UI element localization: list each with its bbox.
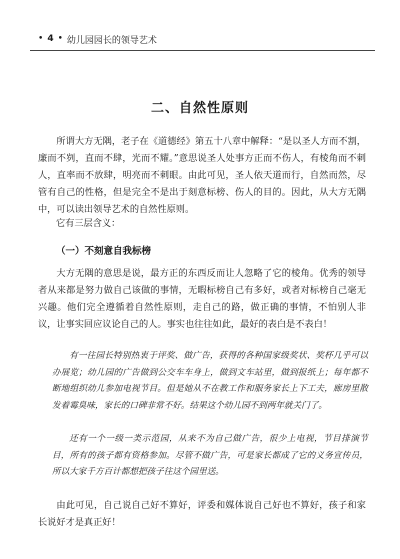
book-title: 幼儿园园长的领导艺术	[66, 35, 157, 46]
section-title: 二、自然性原则	[150, 101, 249, 116]
example-paragraph-1: 有一往园长特别热衷于评奖、做广告，获得的各种国家级奖状、奖杯几乎可以办展览；幼儿园的广告做到公交车车身上，做到文车站里，做到报纸上；每年都不断地组织幼儿参加电视节目。但是她从不在教工作和服务家长上下工夫，廊房里散发着霉臭味，家长的口碑非常不好。结果这个幼儿园不到两年就关门了。	[52, 351, 368, 411]
paragraph-three-meanings: 它有三层含义：	[56, 218, 121, 229]
paragraph-conclusion: 由此可见，自己说自己好不算好，评委和媒体说自己好也不算好，孩子和家长说好才是真正好！	[38, 500, 366, 528]
page-number: 4	[47, 34, 54, 44]
paragraph-body: 大方无隅的意思是说，最方正的东西反而让人忽略了它的棱角。优秀的领导者从来都是努力做自己该做的事情，无暇标榜自己有多好，或者对标榜自己毫无兴趣。他们完全遵循着自然性原则，走自己的路，做正确的事情，不怕别人非议，让事实回应议论自己的人。事实也往往如此，最好的表白是不表白！	[38, 268, 366, 330]
running-header	[38, 30, 368, 48]
subheading: （一）不刻意自我标榜	[56, 246, 152, 257]
header-dash-2: •	[57, 34, 63, 44]
paragraph-intro: 所谓大方无隅，老子在《道德经》第五十八章中解释：“是以圣人方而不割，廉而不刿，直而不肆，光而不耀。”意思说圣人处事方正而不伤人，有棱角而不刺人，直率而不放肆，明亮而不刺眼。由此可见，圣人依天道而行，自然而然，尽管有自己的性格，但是完全不是出于刻意标榜、伤人的目的。因此，从大方无隅中，可以读出领导艺术的自然性原则。	[38, 136, 366, 215]
example-paragraph-2: 还有一个一级一类示范园，从来不为自己做广告，很少上电视，节目排演节目，所有的孩子都有资格参加。尽管不做广告，可是家长都成了它的义务宣传员，所以大家千方百计都想把孩子往这个园里送。	[52, 434, 368, 477]
header-rule	[30, 50, 375, 51]
header-dash: •	[38, 34, 44, 44]
